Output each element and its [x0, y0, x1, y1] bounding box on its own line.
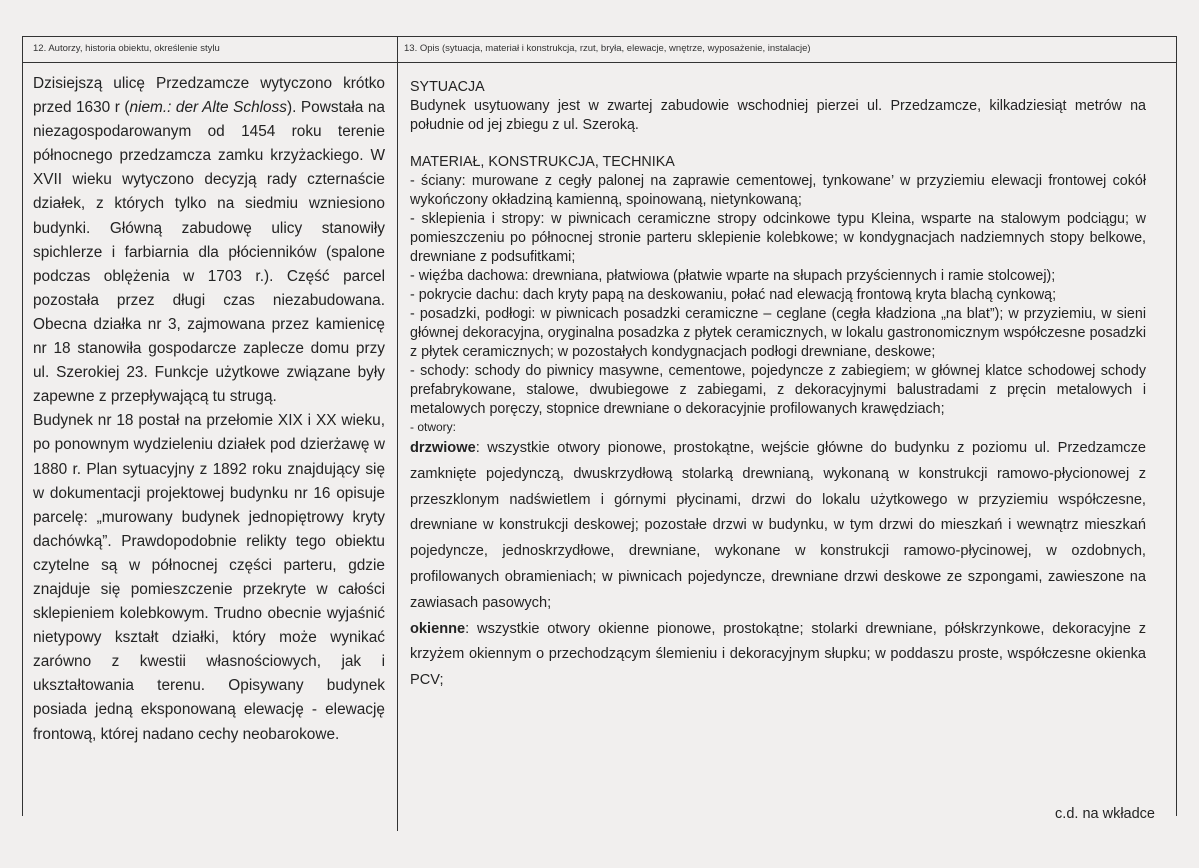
- section-12-header: 12. Autorzy, historia obiektu, określenie stylu: [33, 43, 220, 54]
- frame-top-border: [22, 36, 1177, 37]
- header-underline: [22, 62, 1177, 63]
- continued-note: c.d. na wkładce: [1055, 806, 1155, 822]
- description-column: [410, 78, 1146, 694]
- history-p1-start: Dzisiejszą ulicę Przedzamcze wytyczono krótko przed 1630 r (: [33, 75, 385, 117]
- history-paragraph-2: Budynek nr 18 postał na przełomie XIX i XX wieku, po ponownym wydzieleniu działek pod dzierżawę w 1880 r. Plan sytuacyjny z 1892 roku znajdujący się w dokumentacji projektowej budynku nr 16 opisuje parcelę: „murowany budynek jednopiętrowy kryty dachówką”. Prawdopodobnie relikty tego obiektu czytelne są w północnej części parteru, gdzie znajduje się pomieszczenie przekryte w całości sklepieniem kolebkowym. Trudno obecnie wyjaśnić nietypowy kształt działki, który może wynikać zarówno z kwestii własnościowych, jak i ukształtowania terenu. Opisywany budynek posiada jedną eksponowaną elewację - elewację frontową, której nadano cechy neobarokowe.: [33, 412, 385, 743]
- window-openings-text: [410, 617, 1146, 694]
- sytuacja-heading: SYTUACJA: [410, 79, 485, 95]
- section-gap: [410, 135, 1146, 153]
- material-item-roofing: - pokrycie dachu: dach kryty papą na deskowaniu, połać nad elewacją frontową kryta blachą cynkową;: [410, 287, 1057, 303]
- material-item-walls: - ściany: murowane z cegły palonej na zaprawie cementowej, tynkowane’ w przyziemiu elewacji frontowej cokół wykończony okładziną kamienną, spoinowaną, nietynkowaną;: [410, 173, 1146, 208]
- material-item-stairs: - schody: schody do piwnicy masywne, cementowe, pojedyncze z zabiegiem; w głównej klatce schodowej schody prefabrykowane, stalowe, dwubiegowe z zabiegami, z dekoracyjnymi balustradami z pręcin metalowych i metalowych poręczy, stopnice drewniane o dekoracyjnie profilowanych krawędziach;: [410, 363, 1146, 417]
- history-p1-italic: niem.: der Alte Schloss: [129, 99, 288, 117]
- material-heading: MATERIAŁ, KONSTRUKCJA, TECHNIKA: [410, 154, 675, 170]
- section-13-header: 13. Opis (sytuacja, materiał i konstrukcja, rzut, bryła, elewacje, wnętrze, wyposażenie, instalacje): [404, 43, 811, 54]
- material-item-roof-truss: - więźba dachowa: drewniana, płatwiowa (płatwie wparte na słupach przyściennych i ramie stolcowej);: [410, 268, 1056, 284]
- door-openings-label: drzwiowe: [410, 440, 476, 456]
- material-item-vaults: - sklepienia i stropy: w piwnicach ceramiczne stropy odcinkowe typu Kleina, wsparte na stalowym podciągu; w pomieszczeniu po północnej stronie parteru sklepienie kolebkowe; w kondygnacjach nadziemnych stopy belkowe, drewniane z podsufitkami;: [410, 211, 1146, 265]
- door-openings-text: [410, 436, 1146, 617]
- window-openings-description: : wszystkie otwory okienne pionowe, prostokątne; stolarki drewniane, półskrzynkowe, dekoracyjne z krzyżem okiennym o przechodzącym ślemieniu i dekoracyjnym słupku; w poddaszu proste, współczesne okienka PCV;: [410, 620, 1146, 689]
- openings-label: - otwory:: [410, 420, 457, 434]
- history-p1-end: ). Powstała na niezagospodarowanym od 1454 roku terenie północnego przedzamcza zamku krzyżackiego. W XVII wieku wytyczono decyzją rady czternaście działek, z których tylko na siedmiu wzniesiono budynki. Główną zabudowę ulicy stanowiły spichlerze i farbiarnia dla płócienników (spalone podczas oblężenia w 1703 r.). Część parcel pozostała przez długi czas niezabudowana. Obecna działka nr 3, zajmowana przez kamienicę nr 18 stanowiła gospodarcze zaplecze domu przy ul. Szerokiej 23. Funkcje użytkowe związane były zapewne z przepływającą tu strugą.: [33, 99, 385, 406]
- frame-right-border: [1176, 36, 1177, 816]
- sytuacja-text: Budynek usytuowany jest w zwartej zabudowie wschodniej pierzei ul. Przedzamcze, kilkadziesiąt metrów na południe od jej zbiegu z ul. Szeroką.: [410, 98, 1146, 133]
- window-openings-label: okienne: [410, 620, 466, 637]
- material-item-floors: - posadzki, podłogi: w piwnicach posadzki ceramiczne – ceglane (cegła kładziona „na blat”); w przyziemiu, w sieni głównej dekoracyjna, oryginalna posadzka z płytek ceramicznych, w lokalu gastronomicznym współczesne posadzki z płytek ceramicznych; w pozostałych kondygnacjach podłogi drewniane, deskowe;: [410, 306, 1146, 360]
- history-paragraph-1: [33, 72, 385, 409]
- frame-left-border: [22, 36, 23, 816]
- door-openings-description: : wszystkie otwory pionowe, prostokątne, wejście główne do budynku z poziomu ul. Przedzamcze zamknięte pojedynczą, dwuskrzydłową stolarką drewnianą, wykonaną w konstrukcji ramowo-płycionowej z przeszklonym nadświetlem i górnymi płycinami, drzwi do lokalu użytkowego w przyziemiu współczesne, drewniane w konstrukcji deskowej; pozostałe drzwi w budynku, w tym drzwi do mieszkań i wewnątrz mieszkań pojedyncze, jednoskrzydłowe, drewniane, wykonane w konstrukcji ramowo-płycinowej, w ozdobnych, profilowanych obramieniach; w piwnicach pojedyncze, drewniane drzwi deskowe ze szpongami, zawieszone na zawiasach pasowych;: [410, 440, 1146, 611]
- history-column: [33, 72, 385, 747]
- column-divider: [397, 36, 398, 831]
